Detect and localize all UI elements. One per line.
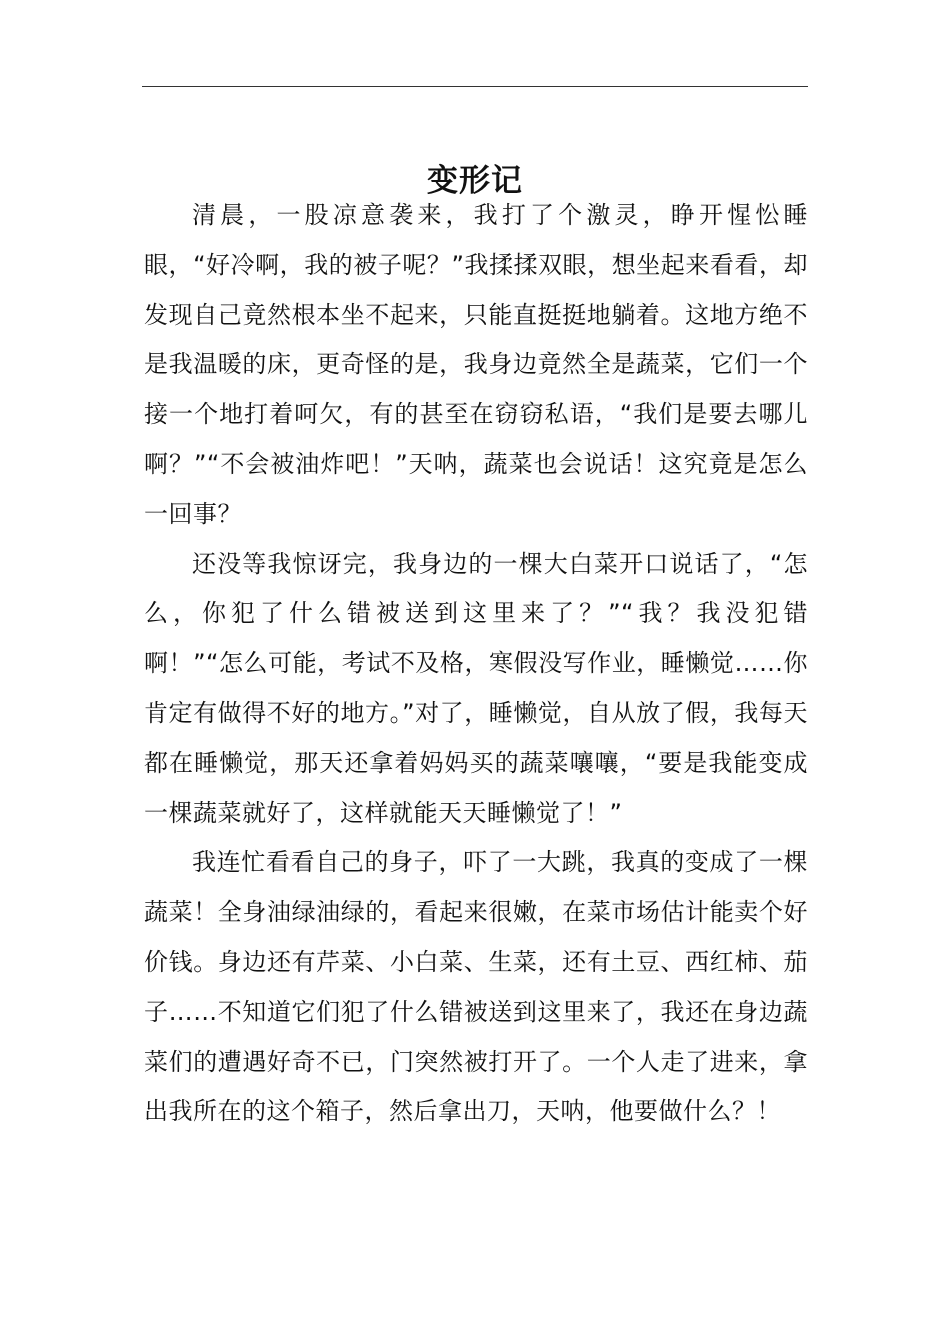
document-title: 变形记 bbox=[427, 162, 523, 199]
paragraph-3: 我连忙看看自己的身子，吓了一大跳，我真的变成了一棵蔬菜！全身油绿油绿的，看起来很嫩，在菜市场估计能卖个好价钱。身边还有芹菜、小白菜、生菜，还有土豆、西红柿、茄子……不知道它们犯了什么错被送到这里来了，我还在身边蔬菜们的遭遇好奇不已，门突然被打开了。一个人走了进来，拿出我所在的这个箱子，然后拿出刀，天呐，他要做什么？！ bbox=[144, 848, 808, 1126]
paragraph-2: 还没等我惊讶完，我身边的一棵大白菜开口说话了，“怎么，你犯了什么错被送到这里来了？”“我？我没犯错啊！”“怎么可能，考试不及格，寒假没写作业，睡懒觉……你肯定有做得不好的地方。”对了，睡懒觉，自从放了假，我每天都在睡懒觉，那天还拿着妈妈买的蔬菜嚷嚷，“要是我能变成一棵蔬菜就好了，这样就能天天睡懒觉了！” bbox=[144, 549, 808, 827]
paragraph-1: 清晨，一股凉意袭来，我打了个激灵，睁开惺忪睡眼，“好冷啊，我的被子呢？”我揉揉双眼，想坐起来看看，却发现自己竟然根本坐不起来，只能直挺挺地躺着。这地方绝不是我温暖的床，更奇怪的是，我身边竟然全是蔬菜，它们一个接一个地打着呵欠，有的甚至在窃窃私语，“我们是要去哪儿啊？”“不会被油炸吧！”天呐，蔬菜也会说话！这究竟是怎么一回事？ bbox=[144, 201, 808, 528]
document-body bbox=[144, 191, 808, 1137]
header-rule bbox=[142, 86, 808, 87]
